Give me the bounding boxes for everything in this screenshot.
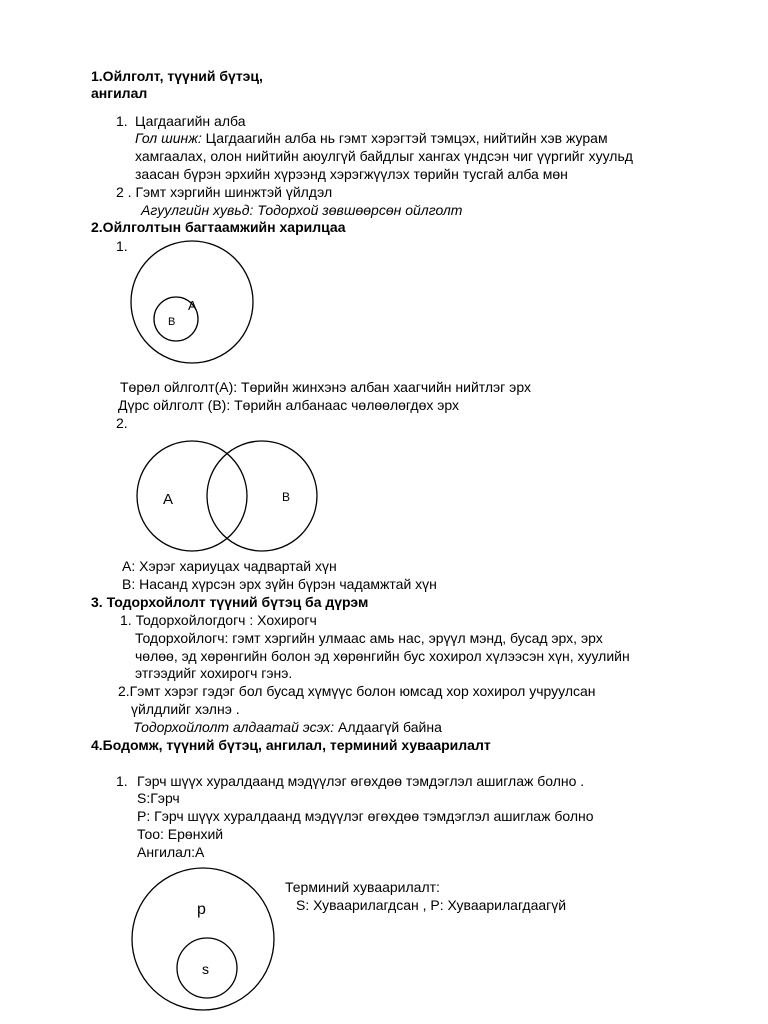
- section3-item1-def-line1: Тодорхойлогч: гэмт хэргийн улмаас амь нас, эрүүл мэнд, бусад эрх, эрх: [135, 630, 603, 646]
- section1-item1-line3: заасан бүрэн эрхийн хүрээнд хэрэгжүүлэх төрийн тусгай алба мөн: [135, 166, 568, 182]
- term-distribution-diagram: [130, 866, 276, 1016]
- section2-desc2-line2: B: Насанд хүрсэн эрх зүйн бүрэн чадамжтай хүн: [122, 576, 437, 592]
- section4-quantity: Тоо: Ерөнхий: [137, 826, 224, 842]
- section2-desc1-line2: Дүрс ойлголт (B): Төрийн албанаас чөлөөлөгдөх эрх: [118, 397, 460, 413]
- section4-predicate: P: Гэрч шүүх хуралдаанд мэдүүлэг өгөхдөө тэмдэглэл ашиглаж болно: [137, 808, 594, 824]
- term-distribution-heading: Терминий хуваарилалт:: [285, 879, 440, 895]
- right-circle-b: [207, 441, 317, 551]
- section1-item1-text: Цагдаагийн алба нь гэмт хэрэгтэй тэмцэх, нийтийн хэв журам: [201, 130, 608, 146]
- section3-check-label: Тодорхойлолт алдаатай эсэх:: [133, 719, 335, 735]
- section2-heading: 2.Ойлголтын багтаамжийн харилцаа: [91, 219, 346, 235]
- nested-circles-diagram: [128, 238, 260, 370]
- section2-number2: 2.: [116, 415, 128, 431]
- section4-subject: S:Гэрч: [137, 790, 180, 806]
- section2-number1: 1.: [116, 238, 128, 254]
- section1-heading-line2: ангилал: [91, 85, 148, 101]
- section4-heading: 4.Бодомж, түүний бүтэц, ангилал, терминий хуваарилалт: [91, 737, 491, 753]
- left-circle-label: A: [163, 491, 174, 508]
- section3-item1-def-line2: чөлөө, эд хөрөнгийн болон эд хөрөнгийн бус хохирол хүлээсэн хүн, хуулийн: [135, 648, 630, 664]
- section3-item1-def-line3: этгээдийг хохирогч гэнэ.: [135, 665, 293, 681]
- section1-item1-line1: [135, 129, 608, 147]
- section1-item1-number: 1.: [116, 113, 128, 129]
- section4-item-text: Гэрч шүүх хуралдаанд мэдүүлэг өгөхдөө тэмдэглэл ашиглаж болно .: [137, 773, 585, 789]
- section4-item-number: 1.: [116, 773, 128, 789]
- inner-circle-label: B: [168, 316, 176, 328]
- right-circle-label: B: [282, 490, 291, 504]
- section3-heading: 3. Тодорхойлолт түүний бүтэц ба дүрэм: [91, 594, 369, 610]
- section1-item2-sub: Агуулгийн хувьд: Тодорхой зөвшөөрсөн ойлголт: [141, 202, 463, 218]
- section1-item1-line2: хамгаалах, олон нийтийн аюулгүй байдлыг хангах үндсэн чиг үүргийг хуульд: [135, 148, 633, 164]
- outer-circle-label: A: [188, 298, 197, 313]
- intersecting-circles-diagram: [136, 438, 320, 556]
- outer-circle-p-label: p: [197, 901, 206, 918]
- section1-item1-title: Цагдаагийн алба: [135, 113, 246, 129]
- section3-check-value: Алдаагүй байна: [334, 719, 442, 735]
- inner-circle-s-label: s: [202, 961, 209, 977]
- left-circle-a: [137, 441, 247, 551]
- section3-item2-check: [133, 718, 442, 736]
- section2-desc1-line1: Төрөл ойлголт(A): Төрийн жинхэнэ албан хаагчийн нийтлэг эрх: [120, 379, 531, 395]
- section3-item2-line1: 2.Гэмт хэрэг гэдэг бол бусад хүмүүс болон юмсад хор хохирол учруулсан: [118, 683, 596, 699]
- section3-item2-line2: үйлдлийг хэлнэ .: [131, 701, 240, 717]
- section1-item2-line: 2 . Гэмт хэргийн шинжтэй үйлдэл: [116, 184, 333, 200]
- section4-category: Ангилал:A: [137, 844, 205, 860]
- term-distribution-values: S: Хуваарилагдсан , P: Хуваарилагдаагүй: [296, 897, 567, 913]
- section1-heading-line1: 1.Ойлголт, түүний бүтэц,: [91, 68, 263, 84]
- section3-item1: 1. Тодорхойлогдогч : Хохирогч: [120, 612, 317, 628]
- section2-desc2-line1: A: Хэрэг хариуцах чадвартай хүн: [122, 558, 337, 574]
- section1-item1-label: Гол шинж:: [135, 130, 202, 146]
- outer-circle-p: [132, 868, 274, 1010]
